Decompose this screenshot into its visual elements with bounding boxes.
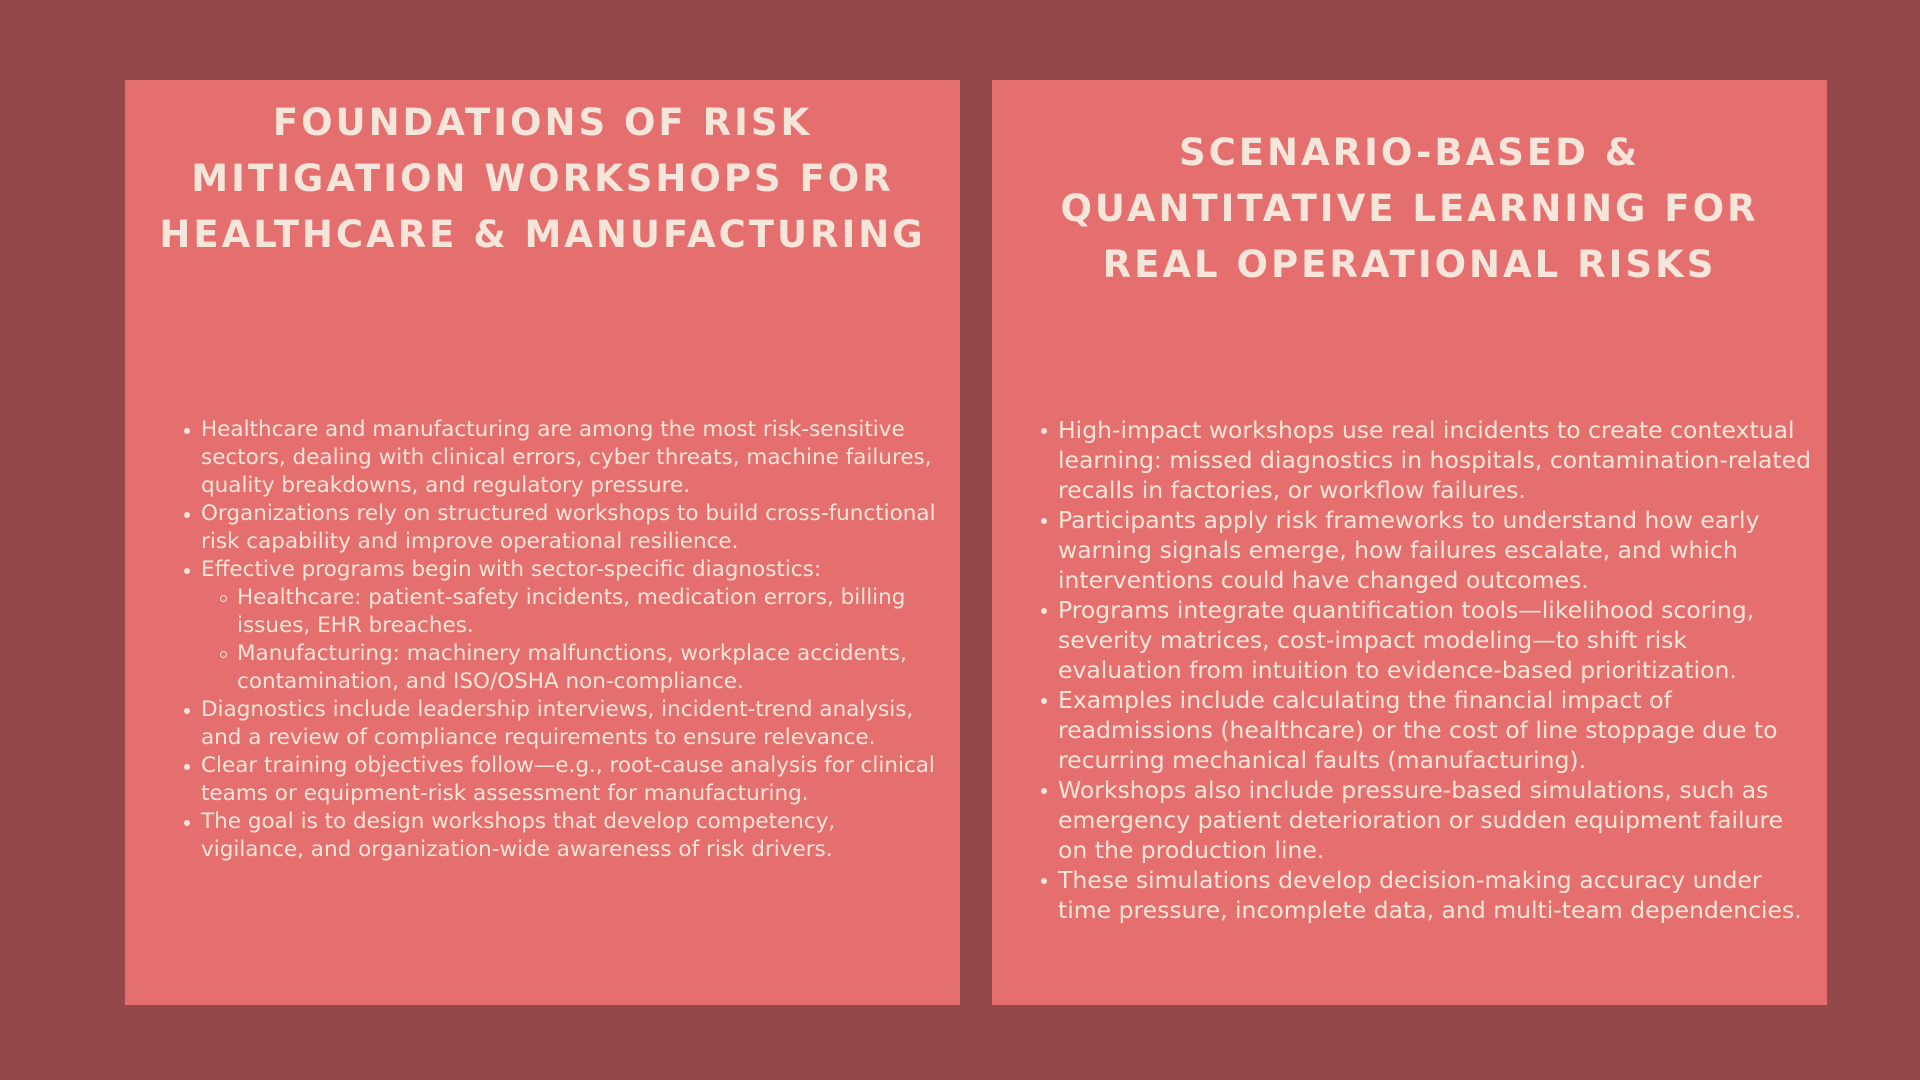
bullet-icon — [184, 820, 190, 826]
left-bullet-list — [201, 416, 938, 864]
bullet-icon — [184, 428, 190, 434]
bullet-text: Diagnostics include leadership interviews, incident-trend analysis, and a review of compliance requirements to ensure relevance. — [201, 697, 914, 750]
sub-list-item — [237, 640, 938, 696]
sub-bullet-text: Manufacturing: machinery malfunctions, workplace accidents, contamination, and ISO/OSHA non-compliance. — [237, 641, 907, 694]
bullet-icon — [184, 568, 190, 574]
bullet-icon — [1041, 788, 1047, 794]
bullet-text: Programs integrate quantification tools—likelihood scoring, severity matrices, cost-impact modeling—to shift risk evaluation from intuition to evidence-based prioritization. — [1058, 596, 1755, 684]
bullet-icon — [1041, 608, 1047, 614]
list-item — [1058, 865, 1813, 925]
list-item — [1058, 595, 1813, 685]
bullet-icon — [184, 708, 190, 714]
right-card — [992, 80, 1827, 1005]
list-item — [1058, 685, 1813, 775]
left-card-title: FOUNDATIONS OF RISK MITIGATION WORKSHOPS FOR HEALTHCARE & MANUFACTURING — [159, 101, 926, 256]
bullet-text: Healthcare and manufacturing are among the most risk-sensitive sectors, dealing with clinical errors, cyber threats, machine failures, quality breakdowns, and regulatory pressure. — [201, 417, 932, 498]
list-item — [201, 500, 938, 556]
sub-bullet-list — [201, 584, 938, 696]
list-item — [201, 696, 938, 752]
bullet-icon — [1041, 698, 1047, 704]
bullet-text: Effective programs begin with sector-specific diagnostics: — [201, 557, 822, 582]
list-item — [201, 416, 938, 500]
hollow-bullet-icon — [220, 595, 227, 602]
bullet-text: The goal is to design workshops that develop competency, vigilance, and organization-wide awareness of risk drivers. — [201, 809, 836, 862]
bullet-text: Clear training objectives follow—e.g., root-cause analysis for clinical teams or equipment-risk assessment for manufacturing. — [201, 753, 935, 806]
list-item — [201, 808, 938, 864]
bullet-text: Examples include calculating the financial impact of readmissions (healthcare) or the cost of line stoppage due to recurring mechanical faults (manufacturing). — [1058, 686, 1778, 774]
left-card — [125, 80, 960, 1005]
list-item — [1058, 505, 1813, 595]
list-item — [1058, 415, 1813, 505]
hollow-bullet-icon — [220, 651, 227, 658]
bullet-icon — [1041, 878, 1047, 884]
bullet-icon — [1041, 518, 1047, 524]
right-card-title: SCENARIO-BASED & QUANTITATIVE LEARNING FOR REAL OPERATIONAL RISKS — [1060, 131, 1759, 286]
list-item — [1058, 775, 1813, 865]
sub-list-item — [237, 584, 938, 640]
bullet-text: High-impact workshops use real incidents to create contextual learning: missed diagnostics in hospitals, contamination-related recalls in factories, or workflow failures. — [1058, 416, 1811, 504]
bullet-text: Organizations rely on structured workshops to build cross-functional risk capability and improve operational resilience. — [201, 501, 936, 554]
bullet-text: Workshops also include pressure-based simulations, such as emergency patient deterioration or sudden equipment failure on the production line. — [1058, 776, 1784, 864]
right-bullet-list — [1058, 415, 1813, 925]
sub-bullet-text: Healthcare: patient-safety incidents, medication errors, billing issues, EHR breaches. — [237, 585, 906, 638]
bullet-icon — [1041, 428, 1047, 434]
bullet-icon — [184, 512, 190, 518]
list-item — [201, 752, 938, 808]
bullet-icon — [184, 764, 190, 770]
bullet-text: Participants apply risk frameworks to understand how early warning signals emerge, how failures escalate, and which interventions could have changed outcomes. — [1058, 506, 1760, 594]
bullet-text: These simulations develop decision-making accuracy under time pressure, incomplete data, and multi-team dependencies. — [1058, 866, 1802, 924]
list-item — [201, 556, 938, 696]
